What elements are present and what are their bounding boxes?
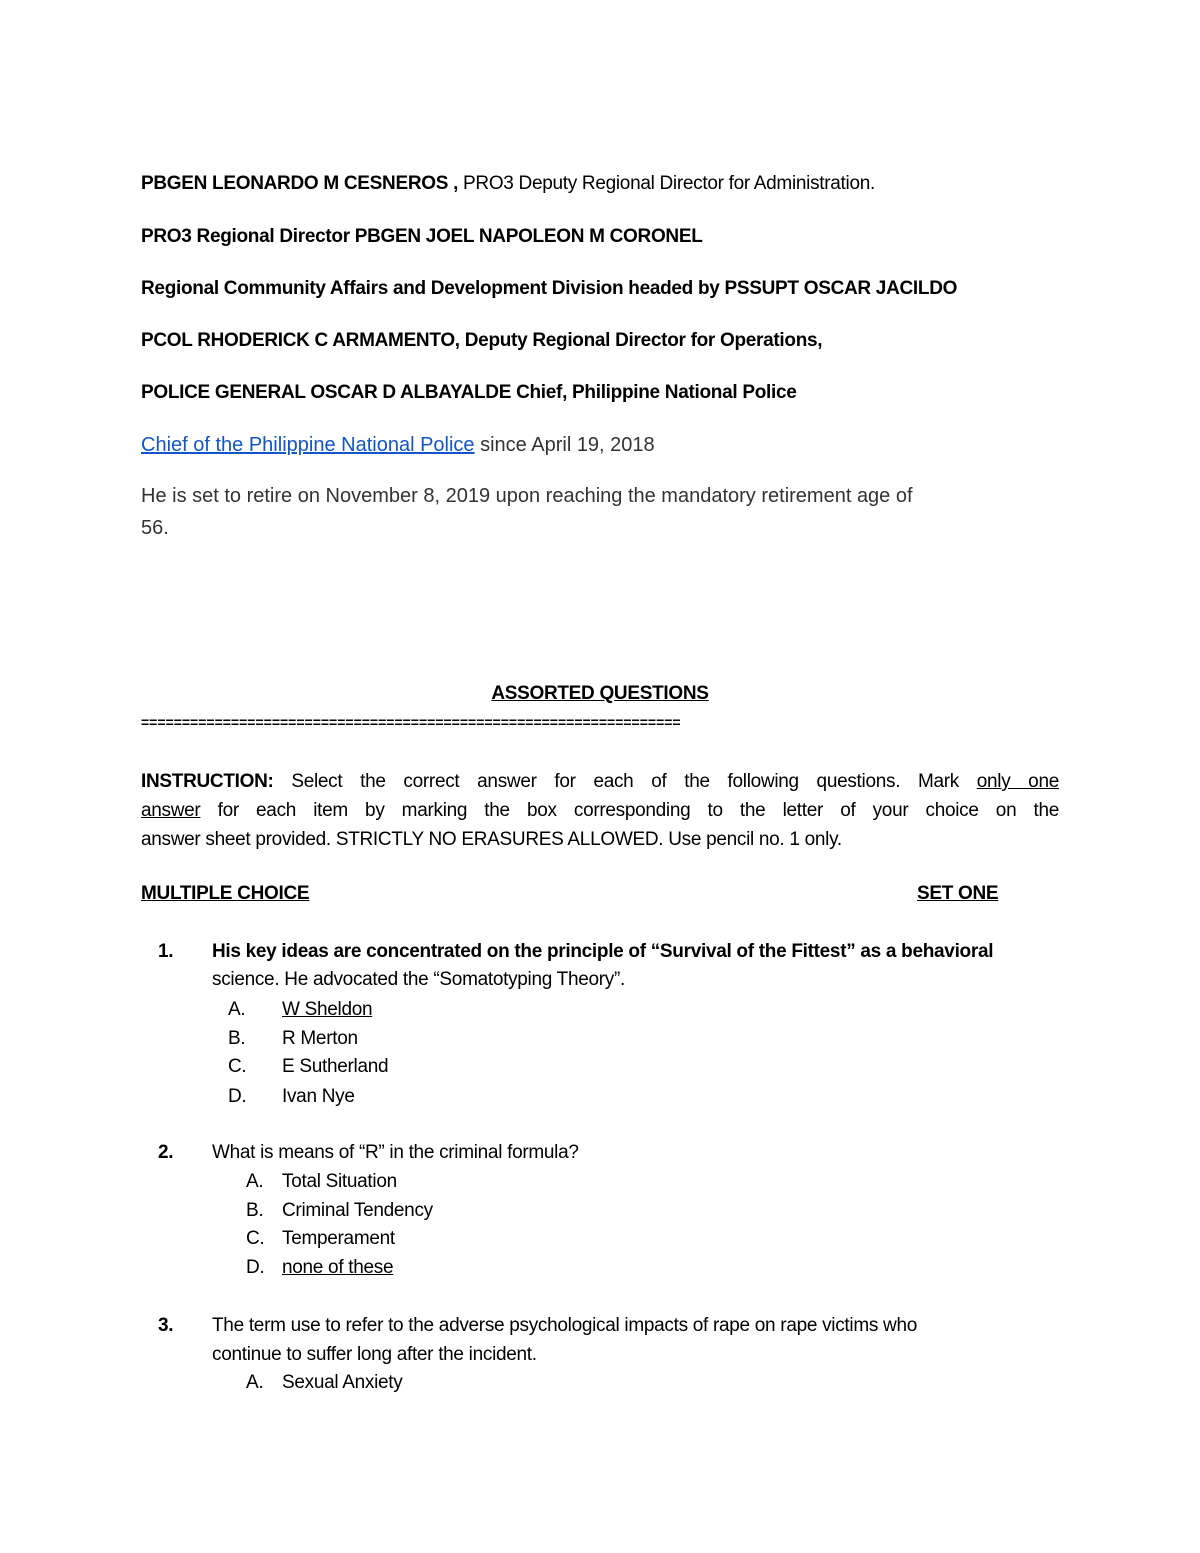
header-line-1 (141, 173, 875, 195)
header-line-3: Regional Community Affairs and Development Division headed by PSSUPT OSCAR JACILDO (141, 278, 958, 299)
question-1-line-1: His key ideas are concentrated on the principle of “Survival of the Fittest” as a behavioral (212, 941, 994, 962)
multiple-choice-heading: MULTIPLE CHOICE (141, 883, 310, 904)
question-2-line-1: What is means of “R” in the criminal formula? (212, 1142, 579, 1163)
since-date-text: since April 19, 2018 (474, 434, 655, 456)
question-1-option-a-letter: A. (228, 999, 246, 1020)
question-1-line-2: science. He advocated the “Somatotyping Theory”. (212, 969, 625, 990)
question-2-option-c-letter: C. (246, 1228, 265, 1249)
question-2-option-d-letter: D. (246, 1257, 265, 1278)
instruction-label: INSTRUCTION: (141, 771, 274, 792)
retire-line-1: He is set to retire on November 8, 2019 upon reaching the mandatory retirement age of (141, 485, 913, 507)
header-line-5: POLICE GENERAL OSCAR D ALBAYALDE Chief, Philippine National Police (141, 382, 797, 403)
pnp-chief-link[interactable]: Chief of the Philippine National Police (141, 434, 475, 456)
header-line-1-name: PBGEN LEONARDO M CESNEROS , (141, 173, 459, 194)
question-1-option-c-letter: C. (228, 1056, 247, 1077)
section-divider: ================================================================== (141, 714, 681, 730)
instruction-line-3: answer sheet provided. STRICTLY NO ERASURES ALLOWED. Use pencil no. 1 only. (141, 829, 842, 850)
question-1-option-b: R Merton (282, 1028, 358, 1049)
instruction-paragraph (141, 767, 1059, 854)
question-1-option-d-letter: D. (228, 1086, 247, 1107)
question-2-option-b: Criminal Tendency (282, 1200, 433, 1221)
question-1-option-d: Ivan Nye (282, 1086, 355, 1107)
question-1-option-c: E Sutherland (282, 1056, 389, 1077)
instruction-only-one: only one (976, 771, 1059, 792)
question-3-line-2: continue to suffer long after the incident. (212, 1344, 537, 1365)
section-title: ASSORTED QUESTIONS (491, 683, 709, 704)
instruction-text-2: for each item by marking the box corresponding to the letter of your choice on the (200, 800, 1059, 821)
set-one-heading: SET ONE (917, 883, 999, 904)
instruction-line-2 (141, 796, 1059, 825)
header-line-1-title: PRO3 Deputy Regional Director for Administration. (458, 173, 875, 194)
instruction-text-1: Select the correct answer for each of the following questions. Mark (273, 771, 977, 792)
question-2-option-d: none of these (282, 1257, 394, 1278)
question-1-option-a: W Sheldon (282, 999, 373, 1020)
question-3-option-a: Sexual Anxiety (282, 1372, 403, 1393)
question-2-option-a: Total Situation (282, 1171, 397, 1192)
question-2-option-c: Temperament (282, 1228, 395, 1249)
question-3-number: 3. (158, 1315, 174, 1336)
header-line-4: PCOL RHODERICK C ARMAMENTO, Deputy Regional Director for Operations, (141, 330, 823, 351)
question-1-number: 1. (158, 941, 174, 962)
instruction-answer: answer (141, 800, 201, 821)
question-2-option-b-letter: B. (246, 1200, 264, 1221)
question-3-line-1: The term use to refer to the adverse psychological impacts of rape on rape victims who (212, 1315, 917, 1336)
instruction-line-1 (141, 767, 1059, 796)
retire-line-2: 56. (141, 517, 169, 539)
header-line-2: PRO3 Regional Director PBGEN JOEL NAPOLEON M CORONEL (141, 226, 703, 247)
question-2-number: 2. (158, 1142, 174, 1163)
header-line-6 (141, 434, 655, 457)
question-3-option-a-letter: A. (246, 1372, 264, 1393)
question-2-option-a-letter: A. (246, 1171, 264, 1192)
question-1-option-b-letter: B. (228, 1028, 246, 1049)
